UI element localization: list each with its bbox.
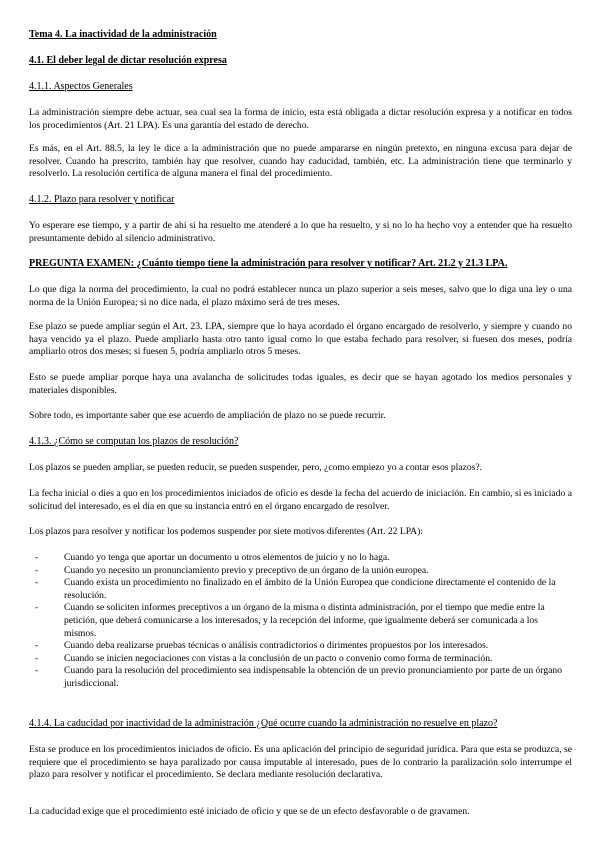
- list-item: - Cuando para la resolución del procedimiento sea indispensable la obtención de un previo pronunciamiento por parte de un órgano jurisdiccional.: [35, 665, 563, 689]
- paragraph: Esto se puede ampliar porque haya una avalancha de solicitudes todas iguales, es decir que se hayan agotado los medios personales y materiales disponibles.: [29, 372, 572, 396]
- paragraph: Los plazos se pueden ampliar, se pueden reducir, se pueden suspender, pero, ¿como empiezo yo a contar esos plazos?.: [29, 462, 483, 473]
- subsection-heading-4-1-4: 4.1.4. La caducidad por inactividad de la administración ¿Qué ocurre cuando la administración no resuelve en plazo?: [29, 718, 498, 729]
- paragraph: Es más, en el Art. 88.5, la ley le dice a la administración que no puede ampararse en ningún pretexto, en ninguna excusa para dejar de resolver. Cuando ha prescrito, también hay que resolver, cuando hay caducidad, también, etc. La administración tiene que terminarlo y resolverlo. La resolución certifica de alguna manera el final del procedimiento.: [29, 143, 572, 180]
- document-title: Tema 4. La inactividad de la administración: [29, 29, 217, 40]
- paragraph: La administración siempre debe actuar, sea cual sea la forma de inicio, esta está obligada a dictar resolución expresa y a notificar en todos los procedimientos (Art. 21 LPA). Es una garantía del estado de derecho.: [29, 107, 572, 131]
- paragraph: Sobre todo, es importante saber que ese acuerdo de ampliación de plazo no se puede recurrir.: [29, 410, 386, 421]
- subsection-heading-4-1-1: 4.1.1. Aspectos Generales: [29, 81, 133, 92]
- list-item: - Cuando se inicien negociaciones con vistas a la conclusión de un pacto o convenio como forma de terminación.: [35, 652, 493, 664]
- subsection-heading-4-1-2: 4.1.2. Plazo para resolver y notificar: [29, 194, 175, 205]
- paragraph: Yo esperare ese tiempo, y a partir de ahí si ha resuelto me atenderé a lo que ha resuelto, y si no lo ha hecho voy a entender que ha resuelto presuntamente debido al silencio administrativo.: [29, 220, 572, 244]
- paragraph: Los plazos para resolver y notificar los podemos suspender por siete motivos diferentes (Art. 22 LPA):: [29, 526, 423, 537]
- list-item: - Cuando exista un procedimiento no finalizado en el ámbito de la Unión Europea que condicione directamente el contenido de la resolución.: [35, 577, 556, 601]
- section-heading-4-1: 4.1. El deber legal de dictar resolución expresa: [29, 55, 227, 66]
- suspension-reasons-list: [29, 552, 572, 691]
- subsection-heading-4-1-3: 4.1.3. ¿Cómo se computan los plazos de resolución?: [29, 436, 239, 447]
- paragraph: Ese plazo se puede ampliar según el Art. 23. LPA, siempre que lo haya acordado el órgano encargado de resolverlo, y siempre y cuando no haya vencido ya el plazo. Puede ampliarlo hasta otro tanto igual como lo que estaba fechado para resolver, si fuesen dos meses, podría ampliarlo otros dos meses; si fuesen 5, podría ampliarlo otros 5 meses.: [29, 321, 572, 358]
- list-item: - Cuando deba realizarse pruebas técnicas o análisis contradictorios o dirimentes propuestos por los interesados.: [35, 640, 489, 652]
- paragraph: Lo que diga la norma del procedimiento, la cual no podrá establecer nunca un plazo superior a seis meses, salvo que lo diga una ley o una norma de la Unión Europea; si no dice nada, el plazo máximo será de tres meses.: [29, 284, 572, 308]
- list-item: - Cuando yo necesito un pronunciamiento previo y preceptivo de un órgano de la unión europea.: [35, 564, 429, 576]
- paragraph: La fecha inicial o dies a quo en los procedimientos iniciados de oficio es desde la fecha del acuerdo de iniciación. En cambio, si es iniciado a solicitud del interesado, es el día en que su instancia entró en el órgano encargado de resolver.: [29, 488, 572, 512]
- exam-question: PREGUNTA EXAMEN: ¿Cuánto tiempo tiene la administración para resolver y notificar? Art. 21.2 y 21.3 LPA.: [29, 258, 508, 269]
- list-item: - Cuando yo tenga que aportar un documento u otros elementos de juicio y no lo haga.: [35, 552, 390, 563]
- paragraph: Esta se produce en los procedimientos iniciados de oficio. Es una aplicación del principio de seguridad jurídica. Para que esta se produzca, se requiere que el procedimiento se haya paralizado por causa imputable al interesado, pues de lo contrario la paralización solo interrumpe el plazo para resolver y notificar el procedimiento. Se declara mediante resolución declarativa.: [29, 744, 572, 781]
- list-item: - Cuando se soliciten informes preceptivos a un órgano de la misma o distinta administración, por el tiempo que medie entre la petición, que deberá comunicarse a los interesados, y la recepción del informe, que igualmente deberá ser comunicada a los mismos.: [35, 602, 545, 639]
- paragraph: La caducidad exige que el procedimiento esté iniciado de oficio y que se de un efecto desfavorable o de gravamen.: [29, 806, 470, 817]
